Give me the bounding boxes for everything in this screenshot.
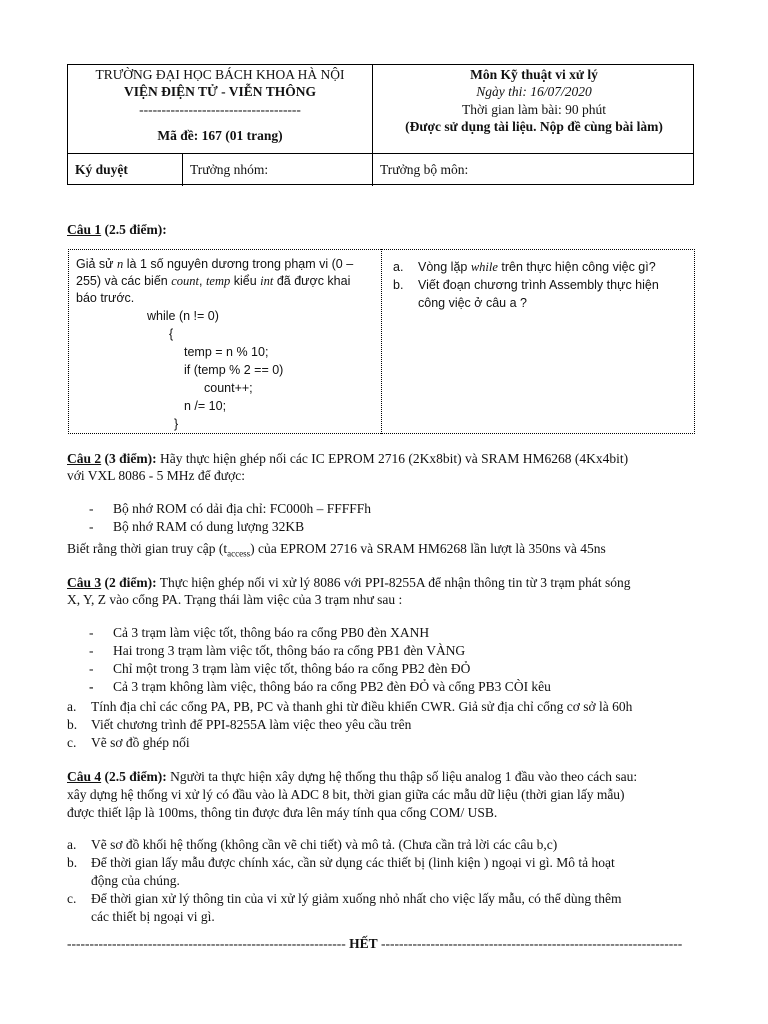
code-line: } xyxy=(174,417,179,431)
q3-task-text: Tính địa chỉ các cổng PA, PB, PC và thanh ghi từ điều khiển CWR. Giả sử địa chỉ cổng cơ sở là 60h xyxy=(91,699,633,714)
q4-line-3: được thiết lập là 100ms, thông tin được đưa lên máy tính qua cổng COM/ USB. xyxy=(67,805,498,820)
university-name: TRƯỜNG ĐẠI HỌC BÁCH KHOA HÀ NỘI xyxy=(95,67,345,82)
q3-line-2: X, Y, Z vào cổng PA. Trạng thái làm việc của 3 trạm như sau : xyxy=(67,592,403,607)
subject-title: Môn Kỹ thuật vi xử lý xyxy=(470,67,598,82)
q1-intro-line-2: 255) và các biến count, temp kiểu int đã được khai xyxy=(76,274,351,288)
header-separator: ------------------------------------ xyxy=(139,102,301,117)
q4-a-marker: a. xyxy=(67,837,77,852)
exam-duration: Thời gian làm bài: 90 phút xyxy=(462,102,606,117)
q2-access-sub: access xyxy=(227,548,251,559)
q3-bullet: Hai trong 3 trạm làm việc tốt, thông báo ra cổng PB1 đèn VÀNG xyxy=(113,643,466,658)
q3-points: (2 điểm): xyxy=(104,575,157,590)
q4-a-text: Vẽ sơ đồ khối hệ thống (không cần vẽ chi tiết) và mô tả. (Chưa cần trả lời các câu b,c) xyxy=(91,837,558,852)
q4-b-marker: b. xyxy=(67,855,78,870)
end-marker xyxy=(67,935,694,952)
q2-bullet-ram: Bộ nhớ RAM có dung lượng 32KB xyxy=(113,519,305,534)
end-label: HẾT xyxy=(349,936,378,951)
q3-task-marker: b. xyxy=(67,717,78,732)
q4-title: Câu 4 xyxy=(67,769,102,784)
q1-a-text: Vòng lặp while trên thực hiện công việc gì? xyxy=(418,260,656,274)
q3-task-text: Vẽ sơ đồ ghép nối xyxy=(91,735,190,750)
exam-code: Mã đề: 167 (01 trang) xyxy=(157,128,283,143)
q2-access-line xyxy=(67,540,606,563)
q1-title: Câu 1 xyxy=(67,222,102,237)
q3-task-marker: a. xyxy=(67,699,77,714)
q3-title: Câu 3 xyxy=(67,575,102,590)
q1-heading xyxy=(67,221,167,238)
q4-line-1 xyxy=(67,768,637,785)
q2-title: Câu 2 xyxy=(67,451,102,466)
q2-text-1: Hãy thực hiện ghép nối các IC EPROM 2716 (2Kx8bit) và SRAM HM6268 (4Kx4bit) xyxy=(156,451,629,466)
bullet-dash: - xyxy=(89,661,94,676)
approval-label: Ký duyệt xyxy=(75,162,128,177)
q1-b-marker: b. xyxy=(393,278,404,292)
q4-c-text-1: Để thời gian xử lý thông tin của vi xử lý giảm xuống nhỏ nhất cho việc lấy mẫu, có thể dùng thêm xyxy=(91,891,622,906)
q1-a-marker: a. xyxy=(393,260,404,274)
code-line: n /= 10; xyxy=(184,399,227,413)
bullet-dash: - xyxy=(89,643,94,658)
q1-b-text-2: công việc ở câu a ? xyxy=(418,296,527,310)
q4-c-marker: c. xyxy=(67,891,77,906)
code-line: if (temp % 2 == 0) xyxy=(184,363,284,377)
bullet-dash: - xyxy=(89,679,94,694)
q4-c-text-2: các thiết bị ngoại vi gì. xyxy=(91,909,215,924)
q3-task-marker: c. xyxy=(67,735,77,750)
q1-intro-line-1: Giả sử n là 1 số nguyên dương trong phạm vi (0 – xyxy=(76,257,354,271)
code-line: while (n != 0) xyxy=(147,309,219,323)
q2-line-1 xyxy=(67,450,628,467)
q2-access-pre: Biết rằng thời gian truy cập (t xyxy=(67,541,228,556)
q4-line-2: xây dựng hệ thống vi xử lý có đầu vào là ADC 8 bit, thời gian giữa các mẫu dữ liệu (thời gian lấy mẫu) xyxy=(67,787,625,802)
group-leader-label: Trưởng nhóm: xyxy=(190,162,269,177)
bullet-dash: - xyxy=(89,501,94,516)
code-line: temp = n % 10; xyxy=(184,345,269,359)
code-line: count++; xyxy=(204,381,253,395)
q4-b-text-2: động của chúng. xyxy=(91,873,180,888)
q2-line-2: với VXL 8086 - 5 MHz để được: xyxy=(67,468,245,483)
q1-b-text-1: Viết đoạn chương trình Assembly thực hiện xyxy=(418,278,659,292)
q3-task-text: Viết chương trình để PPI-8255A làm việc theo yêu cầu trên xyxy=(91,717,412,732)
q1-box-divider xyxy=(381,249,382,434)
exam-date: Ngày thi: 16/07/2020 xyxy=(476,84,592,99)
q3-bullet: Cả 3 trạm làm việc tốt, thông báo ra cổng PB0 đèn XANH xyxy=(113,625,430,640)
code-line: { xyxy=(169,327,174,341)
q4-points: (2.5 điểm): xyxy=(104,769,167,784)
q3-bullet: Chỉ một trong 3 trạm làm việc tốt, thông báo ra cổng PB2 đèn ĐỎ xyxy=(113,661,471,676)
q2-points: (3 điểm): xyxy=(104,451,157,466)
dept-head-label: Trưởng bộ môn: xyxy=(380,162,469,177)
q4-b-text-1: Để thời gian lấy mẫu được chính xác, cần sử dụng các thiết bị (linh kiện ) ngoại vi gì. Mô tả hoạt xyxy=(91,855,615,870)
q4-text-1: Người ta thực hiện xây dựng hệ thống thu thập số liệu analog 1 đầu vào theo cách sau: xyxy=(166,769,638,784)
q3-line-1 xyxy=(67,574,631,591)
exam-note: (Được sử dụng tài liệu. Nộp đề cùng bài làm) xyxy=(405,119,663,134)
q1-intro-line-3: báo trước. xyxy=(76,291,135,305)
q2-bullet-rom: Bộ nhớ ROM có dải địa chỉ: FC000h – FFFFFh xyxy=(113,501,372,516)
bullet-dash: - xyxy=(89,625,94,640)
q3-text-1: Thực hiện ghép nối vi xử lý 8086 với PPI-8255A để nhận thông tin từ 3 trạm phát sóng xyxy=(156,575,631,590)
institute-name: VIỆN ĐIỆN TỬ - VIỄN THÔNG xyxy=(124,84,316,99)
bullet-dash: - xyxy=(89,519,94,534)
q3-bullet: Cả 3 trạm không làm việc, thông báo ra cổng PB2 đèn ĐỎ và cổng PB3 CÒI kêu xyxy=(113,679,551,694)
q1-points: (2.5 điểm): xyxy=(104,222,167,237)
footer-dashes-right: ------------------------------------------------------------------- xyxy=(381,936,683,951)
footer-dashes-left: -------------------------------------------------------------- xyxy=(67,936,346,951)
q2-access-post: ) của EPROM 2716 và SRAM HM6268 lần lượt là 350ns và 45ns xyxy=(250,541,606,556)
exam-header-table xyxy=(67,64,694,185)
